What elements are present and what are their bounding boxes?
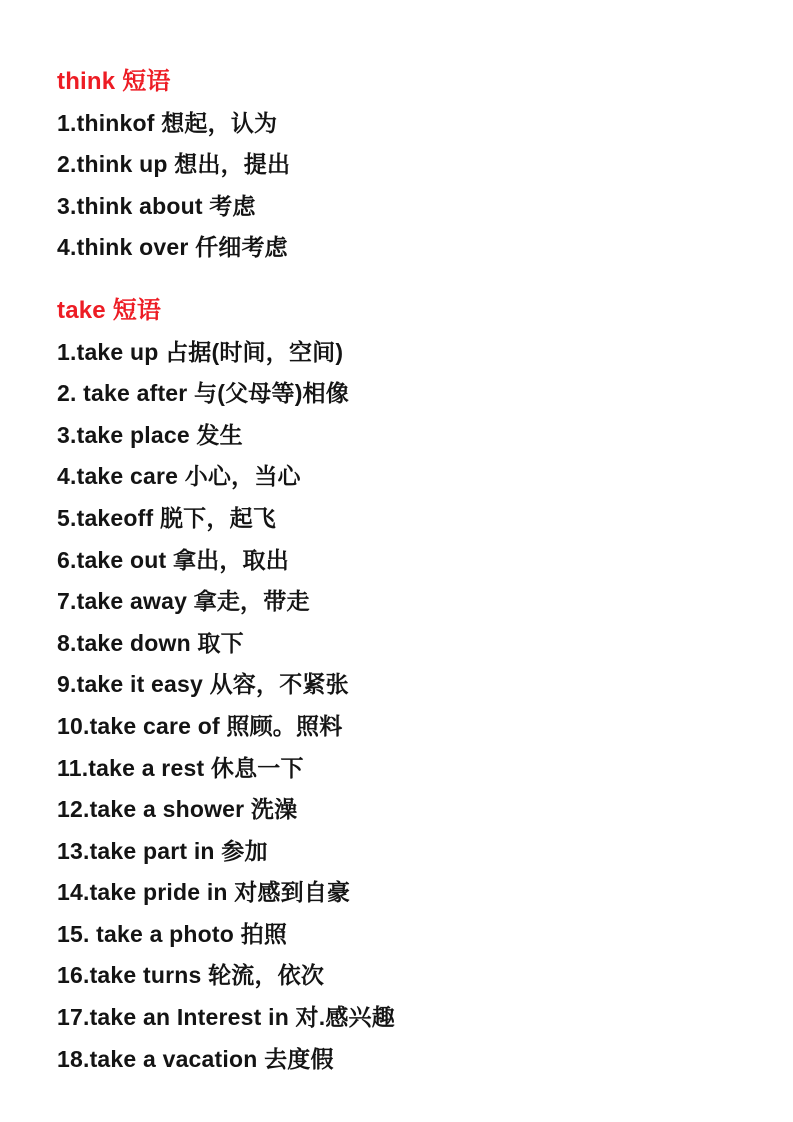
phrase-item: 16.take turns 轮流，依次 — [57, 962, 325, 989]
phrase-item: 5.takeoff 脱下，起飞 — [57, 504, 276, 531]
phrase-item: 13.take part in 参加 — [57, 837, 268, 864]
phrase-item: 2. take after 与(父母等)相像 — [57, 380, 349, 407]
phrase-item: 15. take a photo 拍照 — [57, 920, 288, 947]
phrase-item: 6.take out 拿出，取出 — [57, 546, 289, 573]
phrase-item: 4.take care 小心，当心 — [57, 463, 301, 490]
phrase-item: 10.take care of 照顾。照料 — [57, 712, 343, 739]
phrase-item: 18.take a vacation 去度假 — [57, 1045, 334, 1072]
section-think-phrases — [57, 61, 753, 269]
phrase-item: 11.take a rest 休息一下 — [57, 754, 304, 781]
phrase-item: 1.thinkof 想起，认为 — [57, 109, 278, 136]
phrase-item: 3.think about 考虑 — [57, 192, 256, 219]
phrase-item: 12.take a shower 洗澡 — [57, 796, 298, 823]
phrase-item: 4.think over 仟细考虑 — [57, 234, 288, 261]
phrase-item: 2.think up 想出，提出 — [57, 151, 291, 178]
phrase-item: 8.take down 取下 — [57, 629, 244, 656]
phrase-item: 7.take away 拿走，带走 — [57, 588, 310, 615]
section-title-think: think 短语 — [57, 68, 171, 95]
section-take-phrases — [57, 290, 753, 1080]
phrase-item: 1.take up 占据(时间，空间) — [57, 338, 344, 365]
section-title-take: take 短语 — [57, 296, 162, 324]
phrase-item: 17.take an Interest in 对.感兴趣 — [57, 1004, 395, 1031]
phrase-item: 9.take it easy 从容，不紧张 — [57, 671, 349, 698]
phrase-item: 3.take place 发生 — [57, 421, 243, 448]
phrase-item: 14.take pride in 对感到自豪 — [57, 879, 351, 906]
